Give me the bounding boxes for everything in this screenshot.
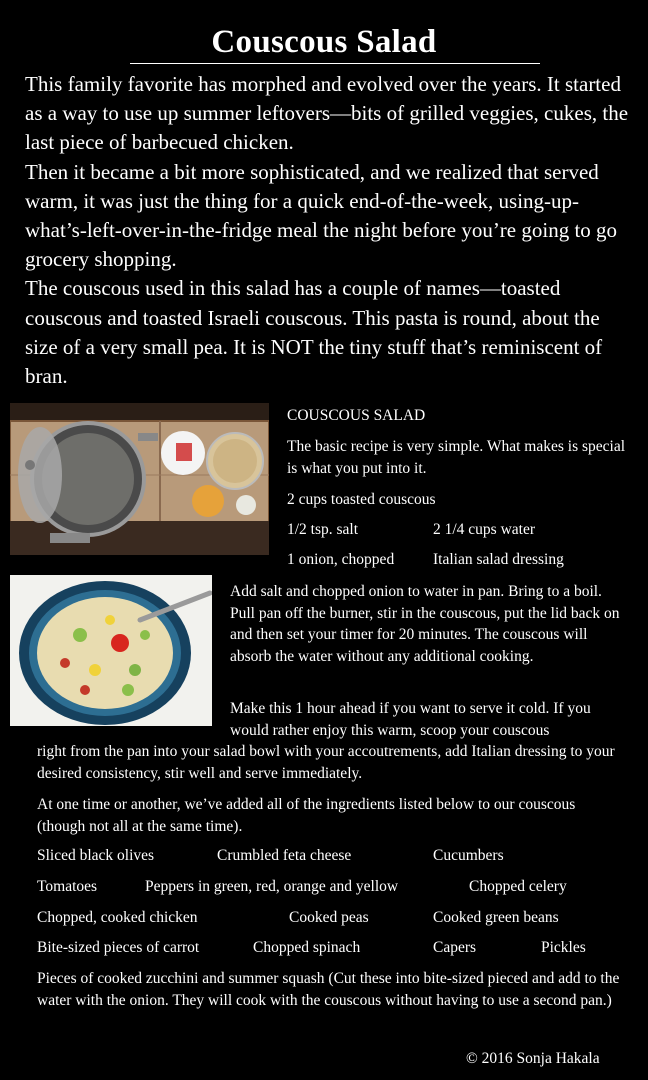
intro-text (25, 70, 631, 391)
ingredient-onion: 1 onion, chopped (287, 551, 395, 568)
pot-photo (10, 403, 269, 555)
addin-item: Peppers in green, red, orange and yellow (145, 878, 399, 895)
ingredient-dressing: Italian salad dressing (433, 551, 564, 568)
addin-item: Tomatoes (37, 878, 98, 895)
zucchini-note: Pieces of cooked zucchini and summer squash (Cut these into bite-sized pieced and add to the water with the onion. They will cook with the couscous without having to use a second pan.) (37, 970, 620, 1009)
recipe-step-2-bottom: right from the pan into your salad bowl with your accoutrements, add Italian dressing to your desired consistency, stir well and serve immediately. (37, 743, 615, 782)
addin-item: Chopped spinach (253, 939, 361, 956)
addin-item: Bite-sized pieces of carrot (37, 939, 200, 956)
addin-item: Capers (433, 939, 477, 956)
addin-item: Cucumbers (433, 847, 504, 864)
salad-bowl-photo (10, 575, 212, 726)
copyright: © 2016 Sonja Hakala (466, 1050, 600, 1067)
recipe-basic-text: The basic recipe is very simple. What makes is special is what you put into it. (287, 438, 626, 477)
addin-item: Crumbled feta cheese (217, 847, 352, 864)
page-title: Couscous Salad (211, 24, 437, 60)
recipe-step-2-top: Make this 1 hour ahead if you want to serve it cold. If you would rather enjoy this warm, scoop your couscous (230, 700, 591, 739)
addin-item: Chopped, cooked chicken (37, 909, 198, 926)
pot-photo-illustration (10, 403, 269, 555)
ingredient-salt: 1/2 tsp. salt (287, 521, 359, 538)
ingredient-water: 2 1/4 cups water (433, 521, 536, 538)
ingredient-couscous: 2 cups toasted couscous (287, 491, 436, 508)
addin-item: Cooked peas (289, 909, 369, 926)
recipe-step-1: Add salt and chopped onion to water in pan. Bring to a boil. Pull pan off the burner, stir in the couscous, put the lid back on and then set your timer for 20 minutes. The couscous will absorb the water without any additional cooking. (230, 583, 620, 665)
addins-intro: At one time or another, we’ve added all of the ingredients listed below to our couscous (though not all at the same time). (37, 796, 576, 835)
intro-paragraph-2: Then it became a bit more sophisticated, and we realized that served warm, it was just the thing for a quick end-of-the-week, using-up-what’s-left-over-in-the-fridge meal the night before you’re going to go grocery shopping. (25, 159, 618, 272)
addin-item: Chopped celery (469, 878, 567, 895)
salad-bowl-illustration (10, 575, 212, 726)
addin-item: Sliced black olives (37, 847, 155, 864)
recipe-heading: COUSCOUS SALAD (287, 407, 426, 424)
title-underline (130, 63, 540, 64)
addin-item: Pickles (541, 939, 586, 956)
intro-paragraph-3: The couscous used in this salad has a couple of names—toasted couscous and toasted Israeli couscous. This pasta is round, about the size of a very small pea. It is NOT the tiny stuff that’s reminiscent of bran. (25, 276, 603, 389)
intro-paragraph-1: This family favorite has morphed and evolved over the years. It started as a way to use up summer leftovers—bits of grilled veggies, cukes, the last piece of barbecued chicken. (25, 72, 629, 155)
addin-item: Cooked green beans (433, 909, 559, 926)
